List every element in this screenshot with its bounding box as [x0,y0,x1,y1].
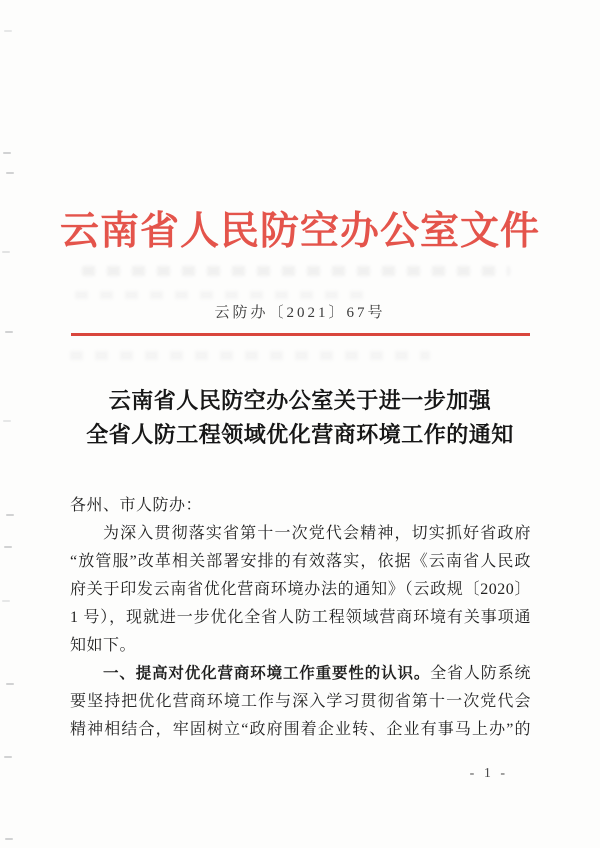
scan-artifact [6,514,14,516]
body-line: 要坚持把优化营商环境工作与深入学习贯彻省第十一次党代会 [70,693,531,710]
document-title [0,384,600,452]
scan-artifact [75,291,375,299]
scan-artifact [4,30,12,32]
red-divider [71,333,530,336]
scan-artifact [6,683,14,685]
scan-artifact [82,266,510,276]
document-title-line2: 全省人防工程领域优化营商环境工作的通知 [86,422,514,447]
scan-artifact [4,756,12,758]
body-line-bold-lead: 一、提高对优化营商环境工作重要性的认识。 [103,665,431,682]
scan-artifact [6,172,14,174]
body-line: “放管服”改革相关部署安排的有效落实，依据《云南省人民政 [70,553,531,570]
scan-artifact [5,331,13,333]
body-line: 府关于印发云南省优化营商环境办法的通知》（云政规〔2020〕 [70,581,531,598]
scan-artifact [5,838,13,840]
document-title-line1: 云南省人民防空办公室关于进一步加强 [108,388,492,413]
org-title: 云南省人民防空办公室文件 [59,210,540,253]
body-line: 精神相结合，牢固树立“政府围着企业转、企业有事马上办”的 [70,721,531,738]
document-body [70,492,531,744]
body-line: 一、提高对优化营商环境工作重要性的认识。全省人防系统 [103,665,531,682]
doc-number: 云防办〔2021〕67号 [214,305,386,321]
scan-artifact [2,600,10,602]
scan-artifact [4,546,12,548]
body-line: 知如下。 [70,637,137,654]
body-line: 为深入贯彻落实省第十一次党代会精神，切实抓好省政府 [103,525,531,542]
page-number: - 1 - [469,766,508,781]
scan-artifact [70,351,430,360]
scan-artifact [3,152,11,154]
body-line: 1 号），现就进一步优化全省人防工程领域营商环境有关事项通 [70,609,531,626]
body-line: 各州、市人防办： [70,497,203,514]
